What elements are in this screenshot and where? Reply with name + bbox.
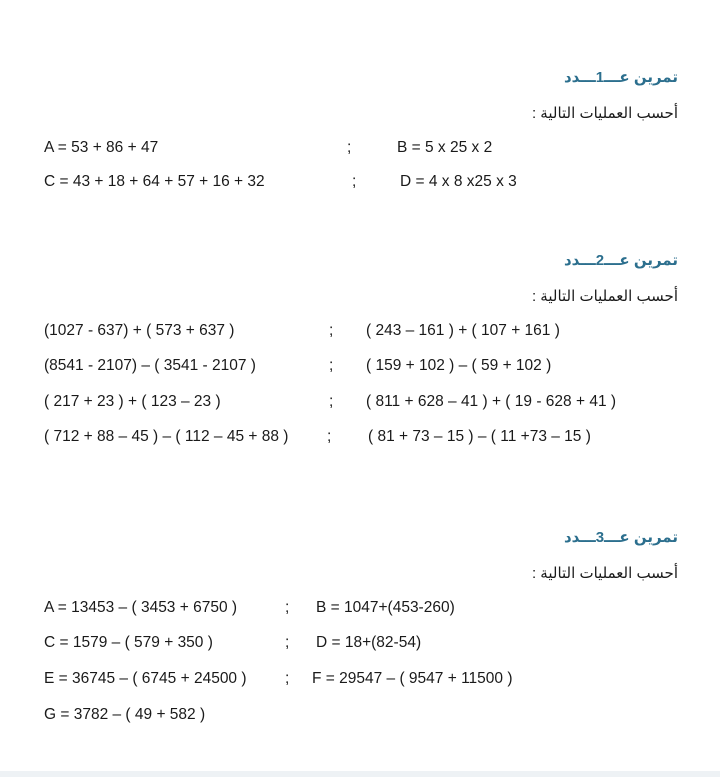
page-bottom-edge	[0, 771, 720, 777]
exercise-3-title-prefix: تمرين عـــ	[604, 529, 678, 546]
exercise-3-instruction: أحسب العمليات التالية :	[531, 565, 678, 582]
separator: ;	[327, 428, 332, 445]
exercise-3-heading	[564, 528, 678, 546]
exercise-3-row-1	[0, 599, 720, 621]
exercise-3-title-suffix: ـــدد	[563, 529, 596, 546]
exercise-1-row-2	[0, 173, 720, 195]
expression-right: ( 159 + 102 ) – ( 59 + 102 )	[366, 357, 552, 374]
expression-left: (1027 - 637) + ( 573 + 637 )	[44, 322, 235, 339]
exercise-2-row-1	[0, 322, 720, 344]
expression-d: D = 4 x 8 x25 x 3	[400, 173, 517, 190]
expression-right: ( 811 + 628 – 41 ) + ( 19 - 628 + 41 )	[366, 393, 617, 410]
expression-a: A = 13453 – ( 3453 + 6750 )	[44, 599, 238, 616]
expression-e: E = 36745 – ( 6745 + 24500 )	[44, 670, 247, 687]
exercise-1-instruction: أحسب العمليات التالية :	[531, 105, 678, 122]
separator: ;	[285, 599, 290, 616]
separator: ;	[329, 322, 334, 339]
exercise-2-row-3	[0, 393, 720, 415]
exercise-1-heading	[564, 68, 678, 86]
exercise-2-heading	[564, 251, 678, 269]
exercise-2-title-suffix: ـــدد	[563, 252, 596, 269]
exercise-1-number: 1	[595, 69, 605, 86]
exercise-2-row-4	[0, 428, 720, 450]
exercise-2-instruction: أحسب العمليات التالية :	[531, 288, 678, 305]
expression-g: G = 3782 – ( 49 + 582 )	[44, 706, 206, 723]
expression-right: ( 81 + 73 – 15 ) – ( 11 +73 – 15 )	[368, 428, 591, 445]
expression-c: C = 43 + 18 + 64 + 57 + 16 + 32	[44, 173, 265, 190]
expression-right: ( 243 – 161 ) + ( 107 + 161 )	[366, 322, 560, 339]
expression-b: B = 5 x 25 x 2	[397, 139, 493, 156]
expression-d: D = 18+(82-54)	[316, 634, 422, 651]
expression-f: F = 29547 – ( 9547 + 11500 )	[312, 670, 513, 687]
exercise-2-row-2	[0, 357, 720, 379]
exercise-3-row-2	[0, 634, 720, 656]
exercise-2-title-prefix: تمرين عـــ	[604, 252, 678, 269]
expression-left: ( 712 + 88 – 45 ) – ( 112 – 45 + 88 )	[44, 428, 289, 445]
exercise-1-row-1	[0, 139, 720, 161]
expression-c: C = 1579 – ( 579 + 350 )	[44, 634, 213, 651]
expression-left: (8541 - 2107) – ( 3541 - 2107 )	[44, 357, 256, 374]
exercise-3-number: 3	[595, 529, 605, 546]
separator: ;	[347, 139, 352, 156]
separator: ;	[352, 173, 357, 190]
expression-a: A = 53 + 86 + 47	[44, 139, 159, 156]
exercise-3-row-3	[0, 670, 720, 692]
separator: ;	[329, 393, 334, 410]
exercise-3-row-4	[0, 706, 720, 728]
exercise-1-title-suffix: ـــدد	[563, 69, 596, 86]
separator: ;	[285, 634, 290, 651]
separator: ;	[285, 670, 290, 687]
exercise-1-title-prefix: تمرين عـــ	[604, 69, 678, 86]
exercise-2-number: 2	[595, 252, 605, 269]
separator: ;	[329, 357, 334, 374]
expression-b: B = 1047+(453-260)	[316, 599, 455, 616]
expression-left: ( 217 + 23 ) + ( 123 – 23 )	[44, 393, 221, 410]
